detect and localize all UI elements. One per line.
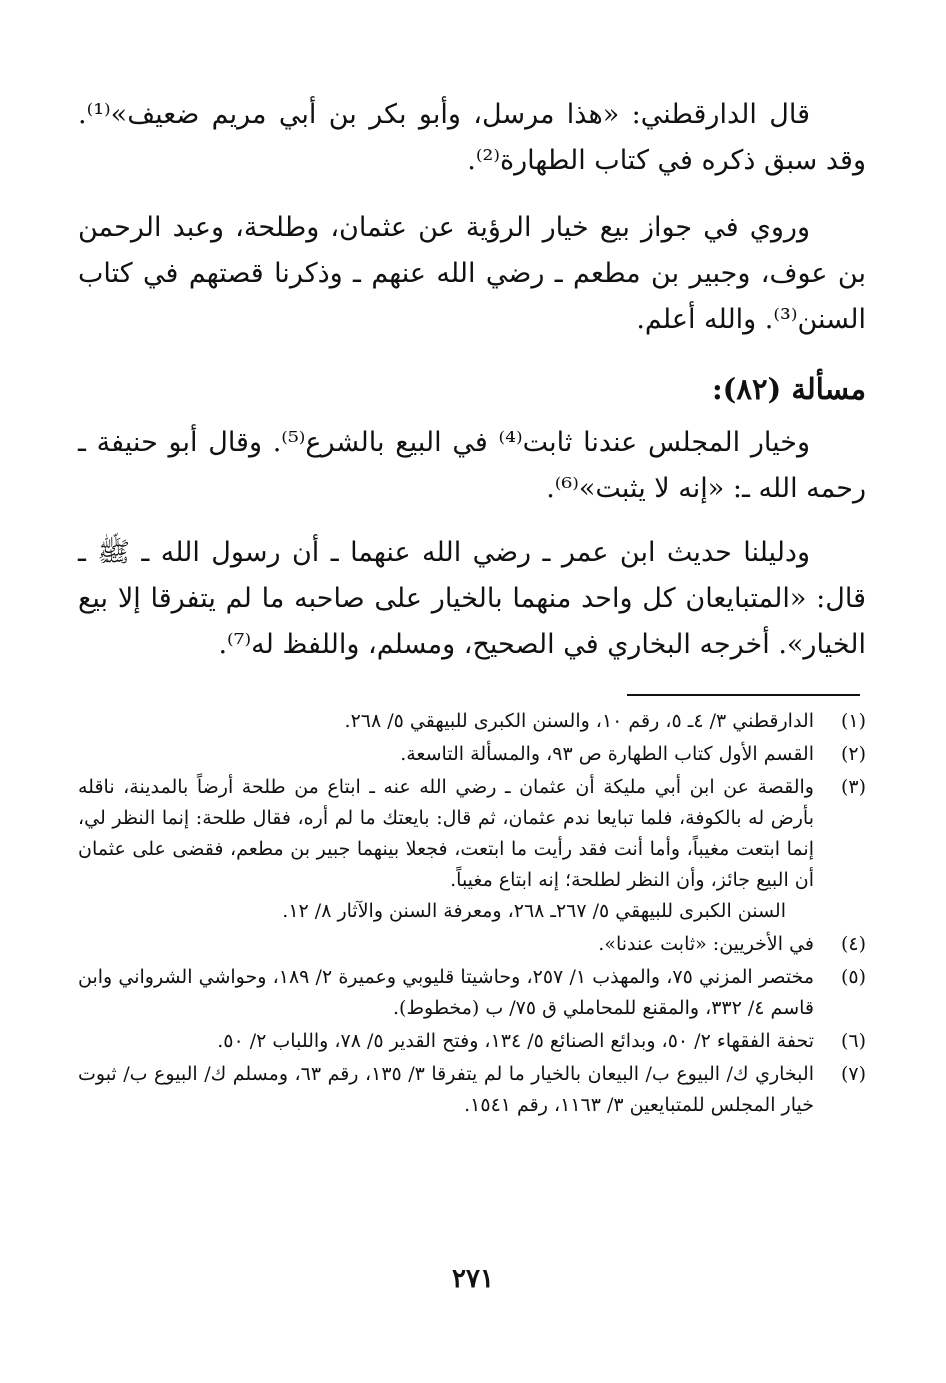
footnote-text: في الأخريين: «ثابت عندنا».: [598, 933, 814, 955]
footnote-number: (٦): [840, 1030, 866, 1052]
footnote-item: [78, 929, 866, 960]
footnote-text: والقصة عن ابن أبي مليكة أن عثمان ـ رضي الله عنه ـ ابتاع من طلحة أرضاً بالمدينة، ناقله بأرض له بالكوفة، فلما تبايعا ندم عثمان، ثم قال: بايعتك ما لم أره، فقال طلحة: إنما النظر لي، إنما ابتعت مغيباً، وأما أنت فقد رأيت ما ابتعت، فجعلا بينهما جبير بن مطعم، فقضى على عثمان أن البيع جائز، وأن النظر لطلحة؛ إنه ابتاع مغيباً.: [78, 776, 814, 891]
footnote-subsource: السنن الكبرى للبيهقي ٥/ ٢٦٧ـ ٢٦٨، ومعرفة السنن والآثار ٨/ ١٢.: [282, 900, 786, 922]
footnote-text: القسم الأول كتاب الطهارة ص ٩٣، والمسألة التاسعة.: [400, 743, 814, 765]
footnote-item: [78, 739, 866, 770]
footnote-item: [78, 772, 866, 927]
footnote-number: (٣): [840, 776, 866, 798]
footnote-number: (٧): [840, 1063, 866, 1085]
footnote-number: (٤): [840, 933, 866, 955]
footnote-number: (٢): [840, 743, 866, 765]
section-heading: مسألة (٨٢):: [711, 372, 866, 406]
footnote-number: (٥): [840, 966, 866, 988]
footnote-item: [78, 1026, 866, 1057]
paragraph-khiyar-majlis: وخيار المجلس عندنا ثابت⁽⁴⁾ في البيع بالشرع⁽⁵⁾. وقال أبو حنيفة ـ رحمه الله ـ: «إنه لا يثبت»⁽⁶⁾.: [78, 427, 866, 504]
footnote-item: [78, 962, 866, 1024]
footnote-text: البخاري ك/ البيوع ب/ البيعان بالخيار ما لم يتفرقا ٣/ ١٣٥، رقم ٦٣، ومسلم ك/ البيوع ب/ ثبوت خيار المجلس للمتبايعين ٣/ ١١٦٣، رقم ١٥٤١.: [78, 1063, 814, 1116]
footnote-number: (١): [840, 710, 866, 732]
footnote-text: الدارقطني ٣/ ٤ـ ٥، رقم ١٠، والسنن الكبرى للبيهقي ٥/ ٢٦٨.: [344, 710, 814, 732]
footnote-body: [78, 772, 814, 927]
paragraph-daraqutni-quote: قال الدارقطني: «هذا مرسل، وأبو بكر بن أبي مريم ضعيف»⁽¹⁾. وقد سبق ذكره في كتاب الطهارة⁽²⁾.: [78, 99, 866, 176]
paragraph-hadith-evidence: ودليلنا حديث ابن عمر ـ رضي الله عنهما ـ أن رسول الله ـ ﷺ ـ قال: «المتبايعان كل واحد منهما بالخيار على صاحبه ما لم يتفرقا إلا بيع الخيار». أخرجه البخاري في الصحيح، ومسلم، واللفظ له⁽⁷⁾.: [78, 537, 866, 660]
footnote-divider: [627, 694, 860, 696]
footnote-item: [78, 706, 866, 737]
footnotes-list: [78, 706, 866, 1123]
footnote-item: [78, 1059, 866, 1121]
footnote-text: مختصر المزني ٧٥، والمهذب ١/ ٢٥٧، وحاشيتا قليوبي وعميرة ٢/ ١٨٩، وحواشي الشرواني وابن قاسم ٤/ ٣٣٢، والمقنع للمحاملي ق ٧٥/ ب (مخطوط).: [78, 966, 815, 1019]
footnote-text: تحفة الفقهاء ٢/ ٥٠، وبدائع الصنائع ٥/ ١٣٤، وفتح القدير ٥/ ٧٨، واللباب ٢/ ٥٠.: [217, 1030, 814, 1052]
page-number: ٢٧١: [452, 1264, 494, 1294]
paragraph-khiyar-ruya: وروي في جواز بيع خيار الرؤية عن عثمان، وطلحة، وعبد الرحمن بن عوف، وجبير بن مطعم ـ رضي الله عنهم ـ وذكرنا قصتهم في كتاب السنن⁽³⁾. والله أعلم.: [78, 212, 866, 335]
